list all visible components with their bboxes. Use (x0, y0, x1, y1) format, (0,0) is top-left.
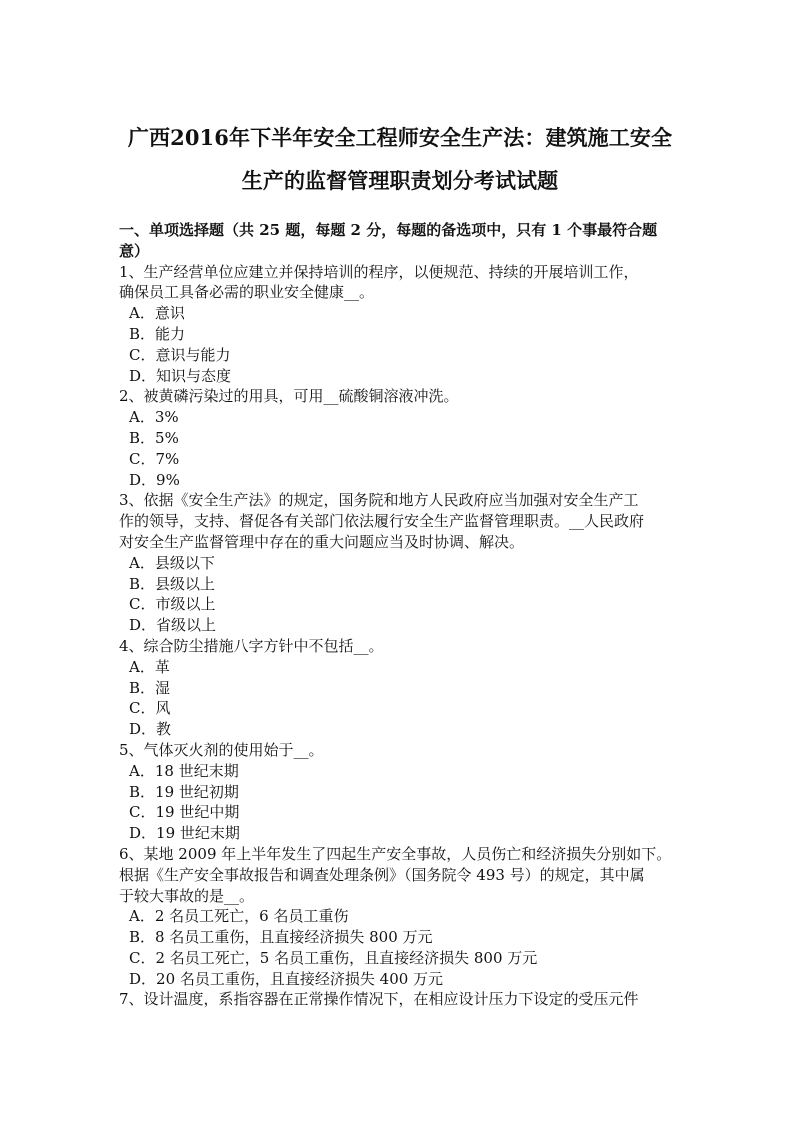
section-heading-line-1: 一、单项选择题（共 25 题，每题 2 分，每题的备选项中，只有 1 个事最符合题 (119, 221, 658, 239)
question-5-option-a: A．18 世纪末期 (129, 761, 239, 780)
question-2-option-a: A．3% (129, 408, 179, 427)
question-6-option-d: D．20 名员工重伤，且直接经济损失 400 万元 (129, 969, 444, 988)
document-title-line-2: 生产的监督管理职责划分考试试题 (241, 168, 559, 193)
question-4-option-d: D．教 (129, 720, 172, 739)
question-2-text-line-1: 2、被黄磷污染过的用具，可用__硫酸铜溶液冲洗。 (119, 387, 459, 406)
question-1-option-c: C．意识与能力 (129, 345, 231, 364)
question-4-option-c: C．风 (129, 699, 171, 718)
question-3-option-c: C．市级以上 (129, 595, 216, 614)
question-1-option-b: B．能力 (129, 324, 186, 343)
question-5-option-b: B．19 世纪初期 (129, 782, 239, 801)
question-6-text-line-1: 6、某地 2009 年上半年发生了四起生产安全事故，人员伤亡和经济损失分别如下。 (119, 844, 672, 863)
question-5-option-d: D．19 世纪末期 (129, 824, 240, 843)
question-6-text-line-3: 于较大事故的是__。 (119, 886, 255, 905)
question-4-text-line-1: 4、综合防尘措施八字方针中不包括__。 (119, 636, 384, 655)
section-heading (119, 220, 689, 262)
question-3-option-a: A．县级以下 (129, 553, 215, 572)
question-3 (119, 490, 689, 636)
question-3-text-line-3: 对安全生产监督管理中存在的重大问题应当及时协调、解决。 (119, 532, 525, 551)
question-5 (119, 740, 689, 844)
question-1-text-line-1: 1、生产经营单位应建立并保持培训的程序，以便规范、持续的开展培训工作， (119, 262, 639, 281)
question-3-text-line-1: 3、依据《安全生产法》的规定，国务院和地方人民政府应当加强对安全生产工 (119, 491, 639, 510)
question-3-option-d: D．省级以上 (129, 616, 217, 635)
question-2-option-d: D．9% (129, 470, 180, 489)
question-7-text-line-1: 7、设计温度，系指容器在正常操作情况下，在相应设计压力下设定的受压元件 (119, 990, 639, 1009)
section-heading-line-2: 意） (119, 241, 150, 260)
question-2 (119, 386, 689, 490)
question-4-option-a: A．革 (129, 657, 170, 676)
question-6-option-c: C．2 名员工死亡，5 名员工重伤，且直接经济损失 800 万元 (129, 948, 538, 967)
question-5-text-line-1: 5、气体灭火剂的使用始于__。 (119, 740, 324, 759)
question-6-option-b: B．8 名员工重伤，且直接经济损失 800 万元 (129, 928, 433, 947)
question-7 (119, 989, 689, 1010)
question-1-text-line-2: 确保员工具备必需的职业安全健康__。 (119, 283, 375, 302)
question-1-option-a: A．意识 (129, 304, 185, 323)
question-2-option-c: C．7% (129, 449, 180, 468)
question-4 (119, 636, 689, 740)
exam-content (119, 220, 689, 1010)
question-6 (119, 844, 689, 990)
question-1 (119, 262, 689, 387)
question-6-option-a: A．2 名员工死亡，6 名员工重伤 (129, 907, 349, 926)
question-4-option-b: B．湿 (129, 678, 171, 697)
question-6-text-line-2: 根据《生产安全事故报告和调查处理条例》（国务院令 493 号）的规定，其中属 (119, 865, 645, 884)
question-1-option-d: D．知识与态度 (129, 366, 232, 385)
document-title (90, 116, 710, 202)
question-3-option-b: B．县级以上 (129, 574, 216, 593)
question-5-option-c: C．19 世纪中期 (129, 803, 240, 822)
question-2-option-b: B．5% (129, 428, 179, 447)
document-title-line-1: 广西2016年下半年安全工程师安全生产法：建筑施工安全 (127, 125, 673, 150)
question-3-text-line-2: 作的领导，支持、督促各有关部门依法履行安全生产监督管理职责。__人民政府 (119, 512, 645, 531)
